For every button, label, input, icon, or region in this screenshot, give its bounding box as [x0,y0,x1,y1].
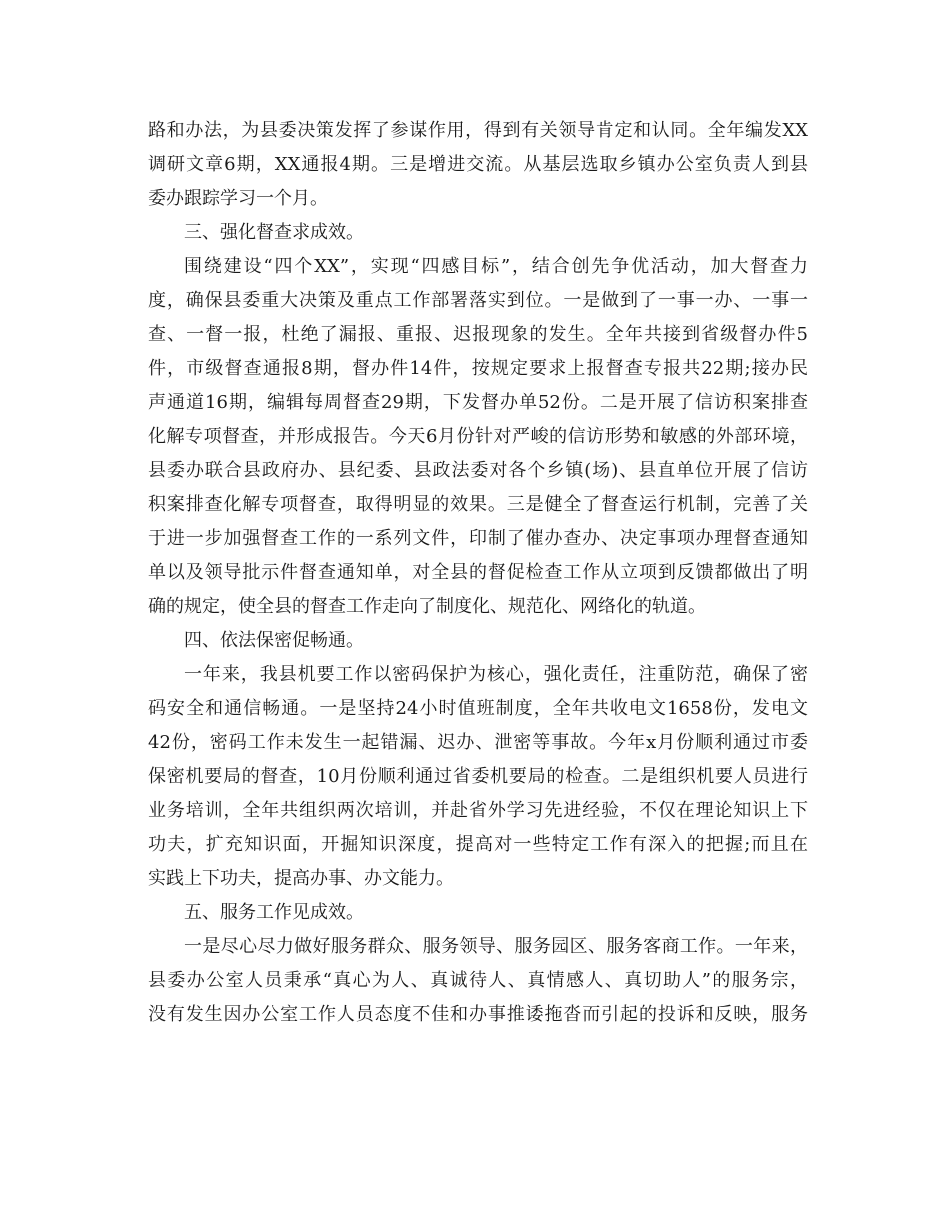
text-line: 围绕建设“四个XX”，实现“四感目标”，结合创先争优活动，加大督查力 [184,256,808,277]
text-line: 于进一步加强督查工作的一系列文件，印制了催办查办、决定事项办理督查通知 [148,528,808,549]
text-line: 件，市级督查通报8期，督办件14件，按规定要求上报督查专报共22期;接办民 [148,358,808,379]
text-line: 42份，密码工作未发生一起错漏、迟办、泄密等事故。今年x月份顺利通过市委 [148,732,808,753]
text-line: 一是尽心尽力做好服务群众、服务领导、服务园区、服务客商工作。一年来， [184,936,808,957]
text-line: 县委办联合县政府办、县纪委、县政法委对各个乡镇(场)、县直单位开展了信访 [148,460,808,481]
text-line: 单以及领导批示件督查通知单，对全县的督促检查工作从立项到反馈都做出了明 [148,562,808,583]
text-line: 声通道16期，编辑每周督查29期，下发督办单52份。二是开展了信访积案排查 [148,392,808,413]
text-line: 调研文章6期，XX通报4期。三是增进交流。从基层选取乡镇办公室负责人到县 [148,154,808,175]
text-line: 确的规定，使全县的督查工作走向了制度化、规范化、网络化的轨道。 [148,596,706,617]
section-heading: 五、服务工作见成效。 [184,902,364,923]
text-line: 一年来，我县机要工作以密码保护为核心，强化责任，注重防范，确保了密 [184,664,808,685]
body-text [148,114,808,1032]
text-line: 县委办公室人员秉承“真心为人、真诚待人、真情感人、真切助人”的服务宗， [148,970,808,991]
section-heading: 四、依法保密促畅通。 [184,630,364,651]
text-line: 查、一督一报，杜绝了漏报、重报、迟报现象的发生。全年共接到省级督办件5 [148,324,808,345]
text-line: 路和办法，为县委决策发挥了参谋作用，得到有关领导肯定和认同。全年编发XX [148,120,808,141]
text-line: 业务培训，全年共组织两次培训，并赴省外学习先进经验，不仅在理论知识上下 [148,800,808,821]
text-line: 委办跟踪学习一个月。 [148,188,328,209]
text-line: 度，确保县委重大决策及重点工作部署落实到位。一是做到了一事一办、一事一 [148,290,808,311]
text-line: 实践上下功夫，提高办事、办文能力。 [148,868,454,889]
text-line: 没有发生因办公室工作人员态度不佳和办事推诿拖沓而引起的投诉和反映，服务 [148,1004,808,1025]
section-heading: 三、强化督查求成效。 [184,222,364,243]
text-line: 功夫，扩充知识面，开掘知识深度，提高对一些特定工作有深入的把握;而且在 [148,834,808,855]
text-line: 积案排查化解专项督查，取得明显的效果。三是健全了督查运行机制，完善了关 [148,494,808,515]
text-line: 保密机要局的督查，10月份顺利通过省委机要局的检查。二是组织机要人员进行 [148,766,808,787]
text-line: 码安全和通信畅通。一是坚持24小时值班制度，全年共收电文1658份，发电文 [148,698,808,719]
text-line: 化解专项督查，并形成报告。今天6月份针对严峻的信访形势和敏感的外部环境， [148,426,808,447]
